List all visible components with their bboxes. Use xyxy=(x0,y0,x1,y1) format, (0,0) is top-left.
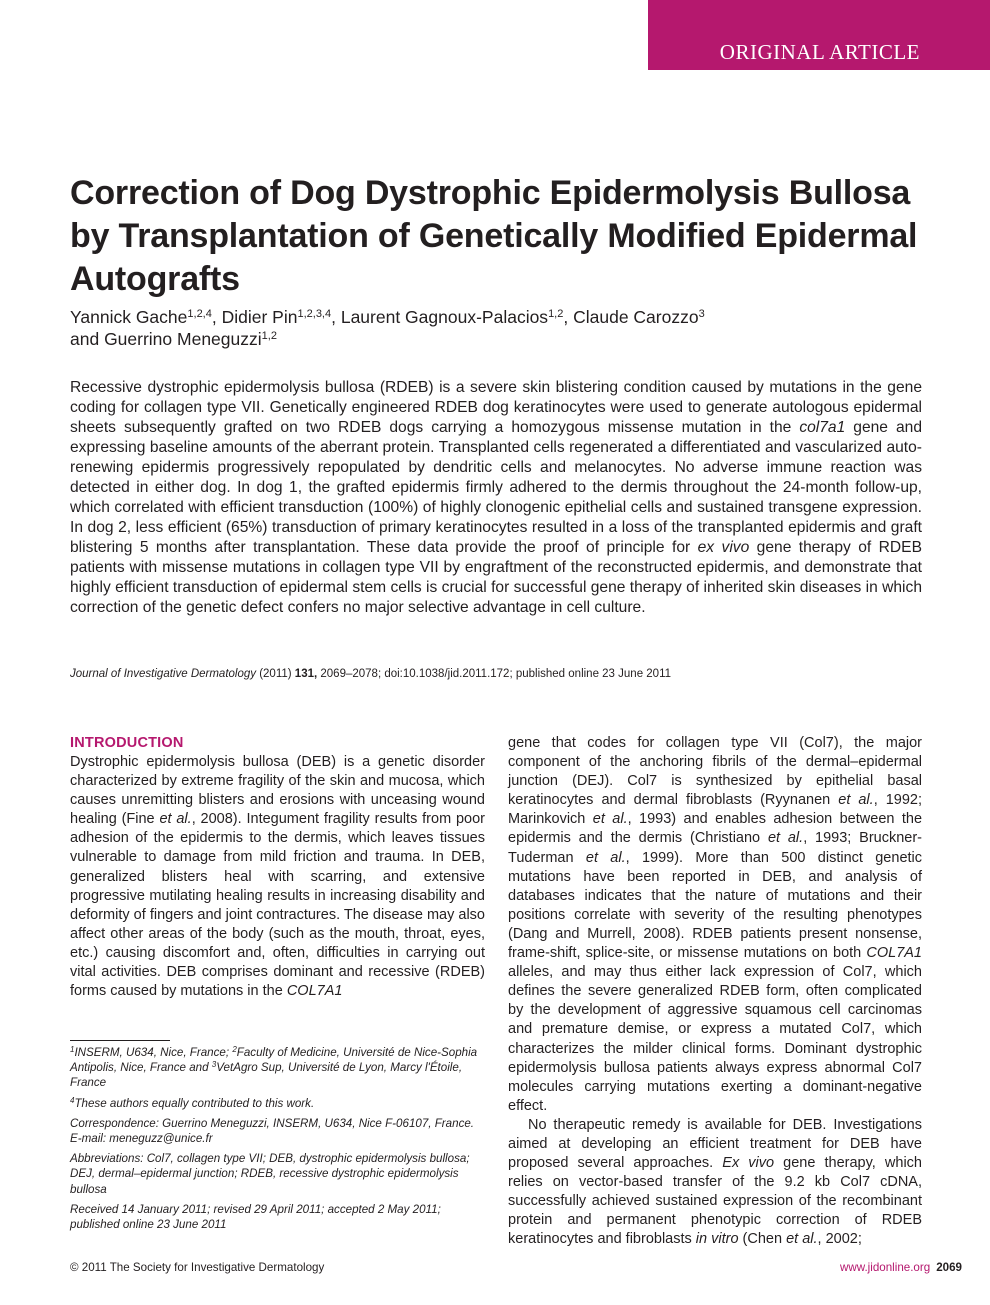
column-right xyxy=(508,734,922,1250)
author-name[interactable]: Claude Carozzo xyxy=(573,307,699,327)
citation-year: (2011) xyxy=(256,668,295,680)
body-text: gene therapy, which relies on vector-based transfer of the 9.2 kb Col7 cDNA, successfully achieved sustained expression of the recombinant protein and permanent phenotypic correction of RDEB keratinocytes and fibroblasts xyxy=(508,1155,922,1248)
page-number: 2069 xyxy=(936,1261,962,1274)
footer-right xyxy=(700,1260,962,1275)
author-separator: , xyxy=(563,307,574,327)
journal-website-link[interactable]: www.jidonline.org xyxy=(839,1261,931,1274)
section-heading-introduction: INTRODUCTION xyxy=(70,735,184,751)
body-text: No therapeutic remedy is available for DEB. Investigations aimed at developing an efficient treatment for DEB have proposed several approaches. xyxy=(508,1116,922,1172)
journal-name: Journal of Investigative Dermatology xyxy=(70,668,257,680)
footnote-rule xyxy=(70,1040,170,1041)
affiliation-marker: 1,2 xyxy=(261,330,277,342)
affiliation-marker: 1,2,3,4 xyxy=(297,308,332,320)
author-name[interactable]: Didier Pin xyxy=(221,307,298,327)
body-text: gene that codes for collagen type VII (Col7), the major component of the anchoring fibrils of the dermal–epidermal junction (DEJ). Col7 is synthesized by epithelial basal keratinocytes and dermal fibroblasts (Ryynanen xyxy=(508,735,922,809)
footnote-dates: Received 14 January 2011; revised 29 April 2011; accepted 2 May 2011; published online 23 June 2011 xyxy=(70,1202,441,1232)
footnote-text: Faculty of Medicine, Université de Nice-Sophia Antipolis, Nice, France and xyxy=(70,1046,478,1075)
intro-paragraph-1-part2 xyxy=(508,734,922,1116)
affiliation-marker: 1 xyxy=(70,1045,75,1054)
gene-name: col7a1 xyxy=(799,419,846,436)
affiliation-marker: 3 xyxy=(698,308,705,320)
italic-term: et al. xyxy=(592,811,628,828)
footnote-equal-contribution xyxy=(70,1096,485,1111)
footer-copyright: © 2011 The Society for Investigative Dermatology xyxy=(70,1261,325,1274)
citation-details[interactable]: 2069–2078; doi:10.1038/jid.2011.172; published online 23 June 2011 xyxy=(317,668,672,680)
citation-line xyxy=(70,667,922,682)
abstract-text: gene therapy of RDEB patients with missense mutations in collagen type VII by engraftment of the reconstructed epidermis, and demonstrate that highly efficient transduction of epidermal stem cells is crucial for successful gene therapy of inherited skin diseases in which correction of the genetic defect confers no major selective advantage in cell culture. xyxy=(70,539,922,616)
citation-volume: 131, xyxy=(294,668,318,680)
italic-term: et al. xyxy=(838,792,874,809)
italic-term: in vitro xyxy=(695,1231,739,1248)
footnote-abbreviations: Abbreviations: Col7, collagen type VII; DEB, dystrophic epidermolysis bullosa; DEJ, dermal–epidermal junction; RDEB, recessive dystrophic epidermolysis bullosa xyxy=(70,1152,470,1196)
italic-term: ex vivo xyxy=(697,539,750,556)
italic-term: et al. xyxy=(585,849,626,866)
footnote-correspondence[interactable]: Correspondence: Guerrino Meneguzzi, INSERM, U634, Nice F-06107, France. E-mail: meneguzz@unice.fr xyxy=(70,1116,475,1146)
author-separator: , xyxy=(331,307,341,327)
affiliation-marker: 3 xyxy=(211,1060,217,1070)
gene-name: COL7A1 xyxy=(866,945,922,962)
gene-name: COL7A1 xyxy=(286,983,343,1000)
body-text: Dystrophic epidermolysis bullosa (DEB) is a genetic disorder characterized by extreme fragility of the skin and mucosa, which causes unremitting blisters and erosions with unceasing wound healing (Fine xyxy=(70,754,485,828)
body-text: alleles, and may thus either lack expression of Col7, which defines the severe generalized RDEB form, often complicated by the development of aggressive squamous cell carcinomas and premature demise, or express a mutated Col7, which characterizes the milder clinical forms. Dominant dystrophic epidermolysis bullosa patients always express abnormal Col7 molecules carrying mutations exerting a dominant-negative effect. xyxy=(508,964,922,1114)
author-name[interactable]: Yannick Gache xyxy=(70,307,188,327)
italic-term: et al. xyxy=(767,830,804,847)
abstract-text: Recessive dystrophic epidermolysis bullosa (RDEB) is a severe skin blistering condition caused by mutations in the gene coding for collagen type VII. Genetically engineered RDEB dog keratinocytes were used to generate autologous epidermal sheets subsequently grafted on two RDEB dogs carrying a homozygous missense mutation in the xyxy=(70,379,922,436)
intro-paragraph-2 xyxy=(508,1116,922,1250)
footnotes xyxy=(70,1045,485,1237)
author-list xyxy=(70,306,930,350)
italic-term: et al. xyxy=(159,811,192,828)
footnote-affiliations xyxy=(70,1045,485,1091)
affiliation-marker: 4 xyxy=(70,1095,75,1105)
author-separator: and xyxy=(70,329,105,349)
footnote-text: These authors equally contributed to this work. xyxy=(74,1096,315,1110)
section-badge xyxy=(648,0,990,70)
footnote-text: INSERM, U634, Nice, France; xyxy=(74,1046,233,1059)
abstract-text: gene and expressing baseline amounts of the aberrant protein. Transplanted cells regenerated a differentiated and vascularized auto-renewing epidermis progressively repopulated by dendritic cells and melanocytes. No adverse immune reaction was detected in either dog. In dog 1, the grafted epidermis firmly adhered to the dermis throughout the 24-month follow-up, which correlated with efficient transduction (100%) of highly clonogenic epithelial cells and sustained transgene expression. In dog 2, less efficient (65%) transduction of primary keratinocytes resulted in a loss of the transplanted epidermis and graft blistering 5 months after transplantation. These data provide the proof of principle for xyxy=(70,419,923,556)
italic-term: et al. xyxy=(786,1231,818,1248)
affiliation-marker: 1,2 xyxy=(548,308,564,320)
footnote-text: VetAgro Sup, Université de Lyon, Marcy l'Étoile, France xyxy=(70,1061,463,1090)
body-text: , 1993) and enables adhesion between the epidermis and the dermis (Christiano xyxy=(508,811,923,847)
affiliation-marker: 1,2,4 xyxy=(187,308,212,320)
body-text: (Chen xyxy=(738,1231,787,1248)
italic-term: Ex vivo xyxy=(722,1155,775,1172)
affiliation-marker: 2 xyxy=(232,1045,237,1054)
body-text: , 1992; Marinkovich xyxy=(508,792,923,828)
section-label: ORIGINAL ARTICLE xyxy=(719,40,920,64)
body-text: , 2002; xyxy=(817,1231,862,1248)
body-text: , 2008). Integument fragility results from poor adhesion of the epidermis to the dermis, which leaves tissues vulnerable to damage from mild friction and trauma. In DEB, generalized blisters heal with scarring, and extensive progressive mutilating healing results in increasing disability and deformity of fingers and joint contractures. The disease may also affect other areas of the body (such as the mouth, throat, eyes, etc.) causing discomfort and, often, difficulties in carrying out vital activities. DEB comprises dominant and recessive (RDEB) forms caused by mutations in the xyxy=(70,811,485,1000)
author-separator: , xyxy=(211,307,222,327)
author-name[interactable]: Laurent Gagnoux-Palacios xyxy=(340,307,549,327)
intro-paragraph-1-part1 xyxy=(70,753,485,1001)
column-left xyxy=(70,734,485,1001)
abstract xyxy=(70,378,922,618)
body-text: , 1993; Bruckner-Tuderman xyxy=(508,830,922,866)
article-title: Correction of Dog Dystrophic Epidermolysis Bullosa by Transplantation of Genetically Modified Epidermal Autografts xyxy=(70,174,918,298)
author-name[interactable]: Guerrino Meneguzzi xyxy=(104,329,262,349)
body-text: , 1999). More than 500 distinct genetic mutations have been reported in DEB, and analysis of databases indicates that the nature of mutations and their positions correlate with severity of the resulting phenotypes (Dang and Murrell, 2008). RDEB patients present nonsense, frame-shift, splice-site, or missense mutations on both xyxy=(508,849,923,962)
